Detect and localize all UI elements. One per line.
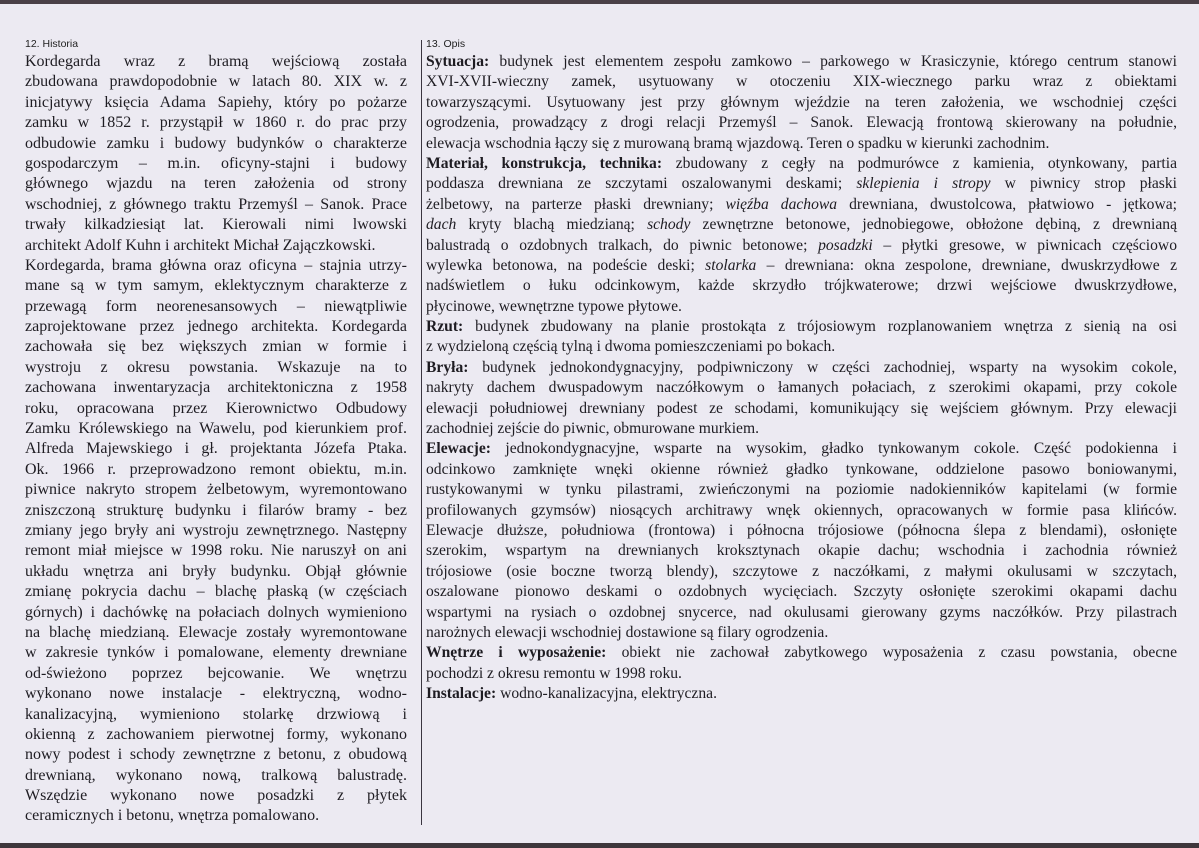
text-run: z wydzieloną częścią tylną i dwoma pomieszczeniami po bokach. <box>426 338 836 356</box>
text-run: w piwnicy strop płaski <box>990 175 1177 193</box>
text-line <box>426 623 1177 643</box>
text-run: budynek jednokondygnacyjny, podpiwniczony w części zachodniej, wsparty na wysokim cokole, <box>468 358 1177 376</box>
historia-body <box>25 52 407 827</box>
text-line <box>426 684 1177 704</box>
section-opis <box>426 37 1177 705</box>
text-line: nowy podest i schody zewnętrzne z betonu, z obudową <box>25 746 407 764</box>
text-line: układu wnętrza ani bryły budynku. Objął głównie <box>25 562 407 580</box>
text-run: zbudowany z cegły na podmurówce z kamienia, otynkowany, partia <box>662 154 1177 172</box>
text-run: trójosiowe (osie boczne tworzą blendy), szczytowe z naczółkami, z małymi okulusami w szczytach, <box>426 562 1177 580</box>
text-line <box>426 72 1177 92</box>
text-line: trwały kilkadziesiąt lat. Kierowali nimi lwowski <box>25 216 407 234</box>
paragraph <box>426 154 1177 317</box>
text-line: mane są w tym samym, eklektycznym charakterze z <box>25 277 407 295</box>
text-run: płycinowe, wewnętrzne typowe płytowe. <box>426 297 682 315</box>
text-run: drewniana, dwustolcowa, płatwiowo - jętkowa; <box>837 195 1177 213</box>
paragraph <box>426 52 1177 154</box>
text-line <box>426 337 1177 357</box>
text-line <box>426 113 1177 133</box>
paragraph <box>25 52 407 256</box>
text-line: zmiany jego bryły ani wystroju zewnętrznego. Następny <box>25 521 407 539</box>
text-run: profilowanych gzymsów) niosących architrawy wnęk okiennych, opracowanych w formie pasa klińców. <box>426 501 1177 519</box>
text-run: nakryty dachem dwuspadowym naczółkowym o łamanych połaciach, z szerokimi okapami, przy cokole <box>426 379 1177 397</box>
text-line: roku, opracowana przez Kierownictwo Odbudowy <box>25 399 407 417</box>
text-run: Elewacje dłuższe, południowa (frontowa) i północna trójosiowe (północna ślepa z blendami), osłonięte <box>426 521 1177 539</box>
text-run: wspartymi na rysiach o ozdobnej snycerce, nad okulusami gierowany gzyms naczółków. Przy pilastrach <box>426 603 1177 621</box>
column-divider <box>421 40 422 825</box>
section-heading-opis: 13. Opis <box>426 38 466 50</box>
text-line: zachowała się bez większych zmian w formie i <box>25 338 407 356</box>
text-line: zamku w 1852 r. przystąpił w 1860 r. do prac przy <box>25 114 407 132</box>
section-label: Sytuacja: <box>426 53 490 70</box>
paragraph <box>426 643 1177 684</box>
text-line <box>426 174 1177 194</box>
text-run: zewnętrzne betonowe, jednobiegowe, obłożone dębiną, z drewnianą <box>690 216 1178 234</box>
text-line <box>426 562 1177 582</box>
section-label: Wnętrze i wyposażenie: <box>426 644 607 662</box>
text-line <box>426 643 1177 663</box>
scan-edge-top <box>0 0 1199 4</box>
text-line: kanalizacyjną, wymieniono stolarkę drzwiową i <box>25 705 407 723</box>
text-run: elewacja wschodnia łączy się z murowaną bramą wjazdową. Teren o spadku w kierunki zachodnim. <box>426 134 1050 152</box>
text-line: od-świeżono poprzez bejcowanie. We wnętrzu <box>25 664 407 682</box>
text-run: balustradą o ozdobnych tralkach, do piwnic betonowe; <box>426 236 819 254</box>
text-line: piwnice nakryto stropem żelbetowym, wyremontowano <box>25 481 407 499</box>
text-line <box>426 378 1177 398</box>
text-line <box>426 215 1177 235</box>
text-line <box>426 501 1177 521</box>
text-run: wylewka betonowa, na podeście deski; <box>426 256 706 274</box>
text-line <box>426 93 1177 113</box>
section-label: Elewacje: <box>426 440 491 458</box>
term-italic: posadzki <box>818 236 873 254</box>
section-historia <box>25 37 407 827</box>
text-line: zaprojektowane przez jednego architekta. Kordegarda <box>25 318 407 336</box>
text-run: budynek jest elementem zespołu zamkowo – parkowego w Krasiczynie, którego centrum stanowi <box>489 53 1177 70</box>
text-line: gospodarczym – m.in. oficyny-stajni i budowy <box>25 154 407 172</box>
term-italic: dach <box>426 216 457 234</box>
term-italic: schody <box>647 216 691 234</box>
text-run: elewacji południowej drewniany podest ze schodami, komunikujący się wejściem głównym. Przy elewacji <box>426 399 1177 417</box>
text-line <box>426 236 1177 256</box>
text-run: nadświetlem o łuku odcinkowym, każde skrzydło trójkwaterowe; drzwi wejściowe dwuskrzydłowe, <box>426 277 1177 295</box>
text-run: towarzyszącymi. Usytuowany jest przy głównym wjeździe na teren założenia, we wschodniej części <box>426 93 1177 111</box>
text-line <box>426 399 1177 419</box>
text-line <box>426 358 1177 378</box>
text-line <box>426 134 1177 154</box>
section-label: Instalacje: <box>426 685 497 703</box>
text-line: Wszędzie wykonano nowe posadzki z płytek <box>25 787 407 805</box>
text-line: okienną z zachowaniem pierwotnej formy, wykonano <box>25 725 407 743</box>
text-line <box>426 480 1177 500</box>
section-label: Materiał, konstrukcja, technika: <box>426 154 663 172</box>
text-run: wodno-kanalizacyjna, elektryczna. <box>496 685 717 703</box>
text-line <box>426 195 1177 215</box>
text-run: poddasza drewniana ze szczytami oszalowanymi deskami; <box>426 175 857 193</box>
scan-edge-bottom <box>0 843 1199 848</box>
text-line: inicjatywy księcia Adama Sapiehy, który po pożarze <box>25 93 407 111</box>
paragraph <box>426 358 1177 440</box>
text-line: Alfreda Majewskiego i gł. projektanta Józefa Ptaka. <box>25 440 407 458</box>
text-run: rustykowanymi w tynku pilastrami, zwieńczonymi na poziomie nadokienników kapitelami (w formie <box>426 481 1177 499</box>
text-run: budynek zbudowany na planie prostokąta z trójosiowym rozplanowaniem wnętrza z sienią na osi <box>463 318 1177 336</box>
term-italic: stolarka <box>705 256 757 274</box>
text-line <box>426 52 1177 72</box>
text-run: żelbetowy, na parterze płaski drewniany; <box>426 195 726 213</box>
text-line: głównego wjazdu na teren założenia od strony <box>25 175 407 193</box>
text-line <box>426 154 1177 174</box>
text-line <box>426 521 1177 541</box>
paragraph <box>426 684 1177 704</box>
text-line: wschodniej, z głównego traktu Przemyśl – Sanok. Prace <box>25 195 407 213</box>
text-line <box>426 582 1177 602</box>
text-run: – drewniana: okna zespolone, drewniane, dwuskrzydłowe z <box>756 256 1177 274</box>
term-italic: sklepienia i stropy <box>856 175 991 193</box>
section-label: Bryła: <box>426 358 469 376</box>
text-line <box>426 439 1177 459</box>
text-run: ogrodzenia, prowadzący z drogi relacji Przemyśl – Sanok. Elewacją frontową skierowany na południe, <box>426 114 1177 132</box>
text-run: kryty blachą miedzianą; <box>456 216 648 234</box>
text-run: szerokim, wspartym na drewnianych kroksztynach okapie dachu; wschodnia i zachodnia również <box>426 542 1177 560</box>
text-line <box>426 541 1177 561</box>
text-line: zniszczoną strukturę budynku i filarów bramy - bez <box>25 501 407 519</box>
text-line: odbudowie zamku i budowy budynków o charakterze <box>25 134 407 152</box>
text-line: remont miał miejsce w 1998 roku. Nie naruszył on ani <box>25 542 407 560</box>
text-line <box>426 419 1177 439</box>
text-run: obiekt nie zachował zabytkowego wyposażenia z czasu powstania, obecne <box>606 644 1177 662</box>
text-line <box>426 297 1177 317</box>
text-line: wykonano nowe instalacje - elektryczną, wodno- <box>25 685 407 703</box>
text-line: zachowana inwentaryzacja architektoniczna z 1958 <box>25 379 407 397</box>
text-line: architekt Adolf Kuhn i architekt Michał Zajączkowski. <box>25 236 376 254</box>
text-line: Kordegarda, brama główna oraz oficyna – stajnia utrzy- <box>25 256 407 274</box>
text-line: zbudowana prawdopodobnie w latach 80. XIX w. z <box>25 73 407 91</box>
text-line: ceramicznych i betonu, wnętrza pomalowano. <box>25 807 320 825</box>
text-line: przewagą form neorenesansowych – niewątpliwie <box>25 297 407 315</box>
text-run: odcinkowo zamknięte wnęki okienne również gładko tynkowane, oddzielone pasowo boniowanymi, <box>426 460 1177 478</box>
paragraph <box>25 256 407 827</box>
text-line: Ok. 1966 r. przeprowadzono remont obiektu, m.in. <box>25 460 407 478</box>
text-line <box>426 256 1177 276</box>
text-run: jednokondygnacyjne, wsparte na wysokim, gładko tynkowanym cokole. Część podokienna i <box>490 440 1177 458</box>
text-line <box>426 317 1177 337</box>
text-line: drewnianą, wykonano nową, tralkową balustradę. <box>25 766 407 784</box>
text-line: Kordegarda wraz z bramą wejściową została <box>25 53 407 70</box>
section-heading-historia: 12. Historia <box>25 38 79 50</box>
text-line: zmianę pokrycia dachu – blachę płaską (w częściach <box>25 583 407 601</box>
text-run: – płytki gresowe, w piwnicach częściowo <box>872 236 1177 254</box>
text-line <box>426 276 1177 296</box>
text-line: na blachę miedzianą. Elewacje zostały wyremontowane <box>25 623 407 641</box>
paragraph <box>426 317 1177 358</box>
text-run: oszalowane pionowo deskami o ozdobnych wycięciach. Szczyty osłonięte szerokimi okapami dachu <box>426 583 1177 601</box>
term-italic: więźba dachowa <box>725 195 838 213</box>
text-run: narożnych elewacji wschodniej dostawione są filary ogrodzenia. <box>426 623 829 641</box>
text-line <box>426 664 1177 684</box>
section-label: Rzut: <box>426 318 464 336</box>
text-line <box>426 603 1177 623</box>
text-run: zachodniej zejście do piwnic, obmurowane murkiem. <box>426 420 759 438</box>
opis-body <box>426 52 1177 705</box>
text-line: wystroju z okresu powstania. Wskazuje na to <box>25 358 407 376</box>
text-line: w zakresie tynków i pomalowane, elementy drewniane <box>25 644 407 662</box>
text-line: górnych) i dachówkę na połaciach dolnych wymieniono <box>25 603 407 621</box>
text-line: Zamku Królewskiego na Wawelu, pod kierunkiem prof. <box>25 420 407 438</box>
text-run: pochodzi z okresu remontu w 1998 roku. <box>426 664 682 682</box>
text-line <box>426 460 1177 480</box>
paragraph <box>426 439 1177 643</box>
text-run: XVI-XVII-wieczny zamek, usytuowany w otoczeniu XIX-wiecznego parku wraz z obiektami <box>426 73 1177 91</box>
